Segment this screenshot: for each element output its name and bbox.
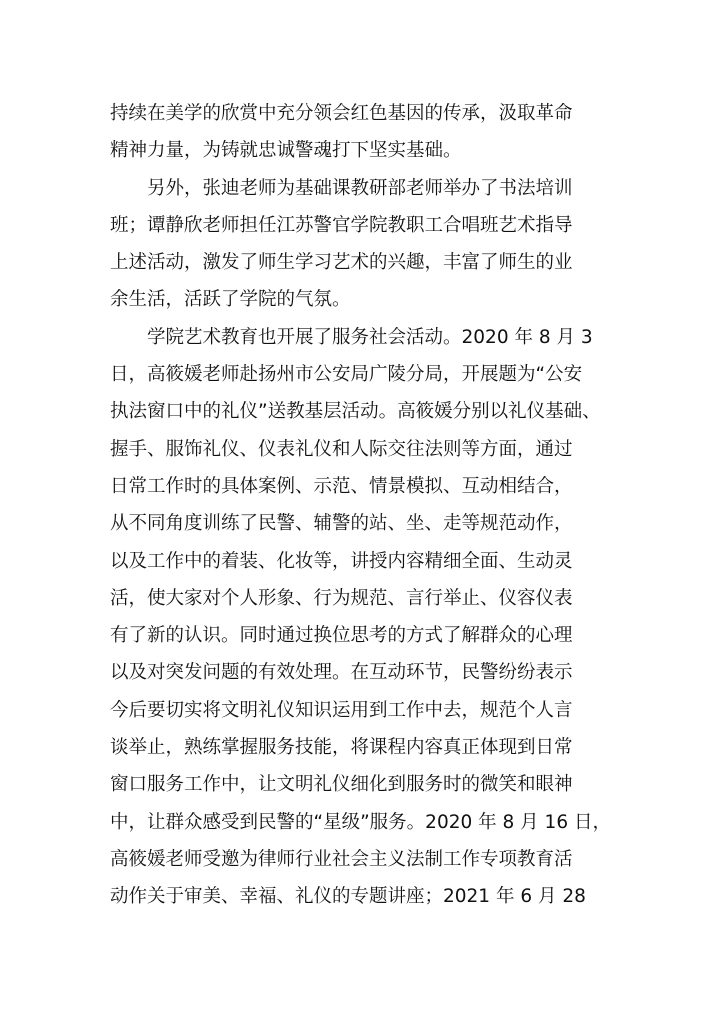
text-line: 窗口服务工作中，让文明礼仪细化到服务时的微笑和眼神	[110, 774, 573, 796]
text-line: 谈举止，熟练掌握服务技能，将课程内容真正体现到日常	[110, 737, 573, 759]
text-line: 学院艺术教育也开展了服务社会活动。2020 年 8 月 3	[110, 326, 593, 348]
text-line: 中，让群众感受到民警的“星级”服务。2020 年 8 月 16 日，	[110, 811, 611, 833]
text-line: 动作关于审美、幸福、礼仪的专题讲座；2021 年 6 月 28	[110, 886, 586, 908]
text-line: 执法窗口中的礼仪”送教基层活动。高筱媛分别以礼仪基础、	[110, 401, 601, 423]
text-line: 活，使大家对个人形象、行为规范、言行举止、仪容仪表	[110, 587, 573, 609]
text-line: 握手、服饰礼仪、仪表礼仪和人际交往法则等方面，通过	[110, 438, 573, 460]
text-line: 以及工作中的着装、化妆等，讲授内容精细全面、生动灵	[110, 550, 573, 572]
text-line: 上述活动，激发了师生学习艺术的兴趣，丰富了师生的业	[110, 252, 573, 274]
text-line: 另外，张迪老师为基础课教研部老师举办了书法培训	[110, 177, 573, 199]
text-line: 持续在美学的欣赏中充分领会红色基因的传承，汲取革命	[110, 103, 573, 124]
text-line: 余生活，活跃了学院的气氛。	[110, 289, 351, 311]
text-line: 有了新的认识。同时通过换位思考的方式了解群众的心理	[110, 625, 573, 647]
text-line: 日，高筱媛老师赴扬州市公安局广陵分局，开展题为“公安	[110, 364, 583, 386]
text-line: 精神力量，为铸就忠诚警魂打下坚实基础。	[110, 140, 462, 162]
text-line: 日常工作时的具体案例、示范、情景模拟、互动相结合，	[110, 475, 573, 497]
text-line: 以及对突发问题的有效处理。在互动环节，民警纷纷表示	[110, 662, 573, 684]
body-text	[110, 95, 630, 916]
text-line: 从不同角度训练了民警、辅警的站、坐、走等规范动作，	[110, 513, 573, 535]
text-line: 高筱媛老师受邀为律师行业社会主义法制工作专项教育活	[110, 848, 573, 870]
text-line: 班；谭静欣老师担任江苏警官学院教职工合唱班艺术指导	[110, 214, 573, 236]
text-line: 今后要切实将文明礼仪知识运用到工作中去，规范个人言	[110, 699, 573, 721]
